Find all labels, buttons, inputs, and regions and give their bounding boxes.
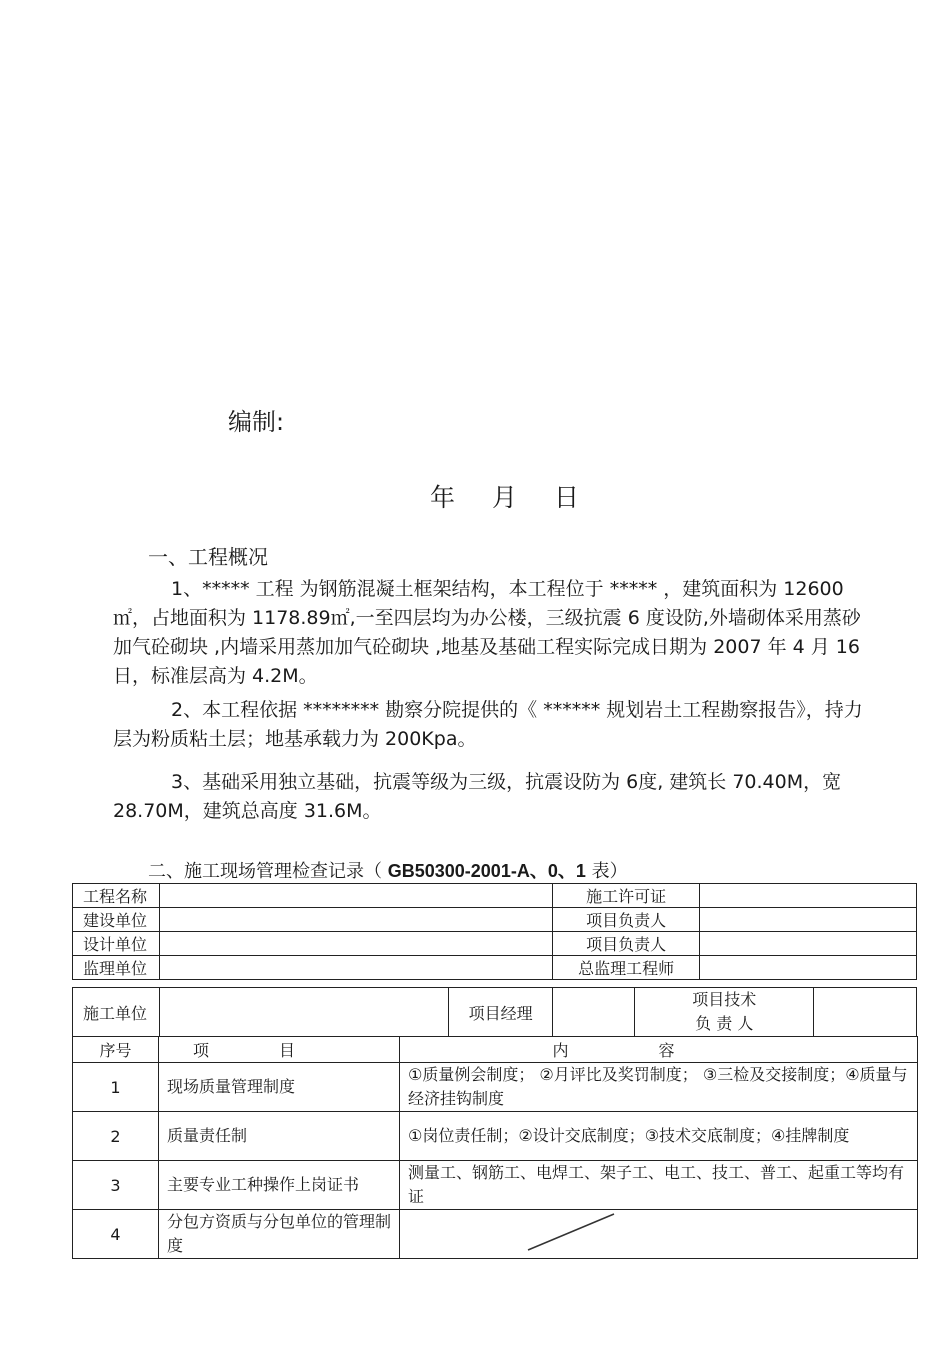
p1-text: 1、***** 工程 为钢筋混凝土框架结构，本工程位于 ***** ，建筑面积为 12600㎡，占地面积为 1178.89㎡,一至四层均为办公楼，三级抗震 6 度设防,外墙砌体采用蒸砂加气砼砌块 ,内墙采用蒸加加气砼砌块 ,地基及基础工程实际完成日期为 2007 年 4 月 16 日，标准层高为 4.2M。 bbox=[113, 578, 861, 687]
overview-paragraph-1 bbox=[113, 575, 873, 691]
tech-lead-label-line2: 负 责 人 bbox=[695, 1014, 754, 1033]
table-row bbox=[73, 1112, 918, 1161]
inspection-table bbox=[72, 1036, 918, 1259]
info-right-label: 项目负责人 bbox=[552, 932, 699, 956]
table-row bbox=[73, 1161, 918, 1210]
project-info-table bbox=[72, 883, 917, 980]
row-no: 1 bbox=[73, 1063, 159, 1112]
table-row bbox=[73, 908, 917, 932]
header-no: 序号 bbox=[73, 1037, 159, 1063]
info-value-cell[interactable] bbox=[160, 908, 553, 932]
row-item: 分包方资质与分包单位的管理制度 bbox=[159, 1210, 400, 1259]
construction-unit-value[interactable] bbox=[160, 988, 449, 1037]
date-day: 日 bbox=[554, 483, 580, 512]
section2-title-suffix: 表） bbox=[585, 861, 628, 882]
row-content: ①岗位责任制；②设计交底制度；③技术交底制度；④挂牌制度 bbox=[400, 1112, 918, 1161]
construction-unit-table bbox=[72, 987, 917, 1037]
p2-text: 2、本工程依据 ******** 勘察分院提供的《 ****** 规划岩土工程勘察报告》，持力层为粉质粘土层；地基承载力为 200Kpa。 bbox=[113, 699, 863, 750]
info-label: 设计单位 bbox=[73, 932, 160, 956]
tech-lead-value[interactable] bbox=[814, 988, 917, 1037]
info-right-value-cell[interactable] bbox=[700, 932, 917, 956]
row-no: 3 bbox=[73, 1161, 159, 1210]
row-item: 主要专业工种操作上岗证书 bbox=[159, 1161, 400, 1210]
row-item: 质量责任制 bbox=[159, 1112, 400, 1161]
info-right-label: 项目负责人 bbox=[552, 908, 699, 932]
date-line bbox=[430, 478, 616, 514]
info-right-label: 施工许可证 bbox=[552, 884, 699, 908]
info-label: 建设单位 bbox=[73, 908, 160, 932]
overview-paragraph-3 bbox=[113, 768, 873, 826]
section2-title bbox=[148, 857, 628, 883]
section1-title: 一、工程概况 bbox=[148, 545, 268, 569]
row-content: ①质量例会制度； ②月评比及奖罚制度； ③三检及交接制度；④质量与经济挂钩制度 bbox=[400, 1063, 918, 1112]
row-content: 测量工、钢筋工、电焊工、架子工、电工、技工、普工、起重工等均有证 bbox=[400, 1161, 918, 1210]
compiled-by-label: 编制: bbox=[228, 408, 285, 436]
section2-title-code: GB50300-2001-A、0、1 bbox=[387, 861, 586, 881]
tech-lead-label-line1: 项目技术 bbox=[692, 990, 757, 1009]
project-manager-value[interactable] bbox=[552, 988, 634, 1037]
info-right-value-cell[interactable] bbox=[700, 908, 917, 932]
table-row bbox=[73, 932, 917, 956]
info-value-cell[interactable] bbox=[160, 956, 553, 980]
overview-paragraph-2 bbox=[113, 696, 873, 754]
row-content-empty[interactable] bbox=[400, 1210, 918, 1259]
date-month: 月 bbox=[492, 483, 518, 512]
tech-lead-label bbox=[635, 988, 814, 1037]
info-label: 工程名称 bbox=[73, 884, 160, 908]
table-row bbox=[73, 884, 917, 908]
header-content: 内容 bbox=[400, 1037, 918, 1063]
row-item: 现场质量管理制度 bbox=[159, 1063, 400, 1112]
diagonal-slash-mark bbox=[400, 1210, 910, 1256]
p3-text: 3、基础采用独立基础，抗震等级为三级，抗震设防为 6度, 建筑长 70.40M，宽 28.70M，建筑总高度 31.6M。 bbox=[113, 771, 842, 822]
header-item: 项目 bbox=[159, 1037, 400, 1063]
row-no: 4 bbox=[73, 1210, 159, 1259]
table-row bbox=[73, 956, 917, 980]
row-no: 2 bbox=[73, 1112, 159, 1161]
info-right-value-cell[interactable] bbox=[700, 884, 917, 908]
table-row bbox=[73, 1210, 918, 1259]
table-row bbox=[73, 988, 917, 1037]
info-value-cell[interactable] bbox=[160, 884, 553, 908]
project-manager-label: 项目经理 bbox=[449, 988, 553, 1037]
info-value-cell[interactable] bbox=[160, 932, 553, 956]
table-header-row bbox=[73, 1037, 918, 1063]
table-row bbox=[73, 1063, 918, 1112]
construction-unit-label: 施工单位 bbox=[73, 988, 160, 1037]
info-right-label: 总监理工程师 bbox=[552, 956, 699, 980]
info-label: 监理单位 bbox=[73, 956, 160, 980]
section2-title-prefix: 二、施工现场管理检查记录（ bbox=[148, 861, 388, 882]
date-year: 年 bbox=[430, 483, 456, 512]
info-right-value-cell[interactable] bbox=[700, 956, 917, 980]
